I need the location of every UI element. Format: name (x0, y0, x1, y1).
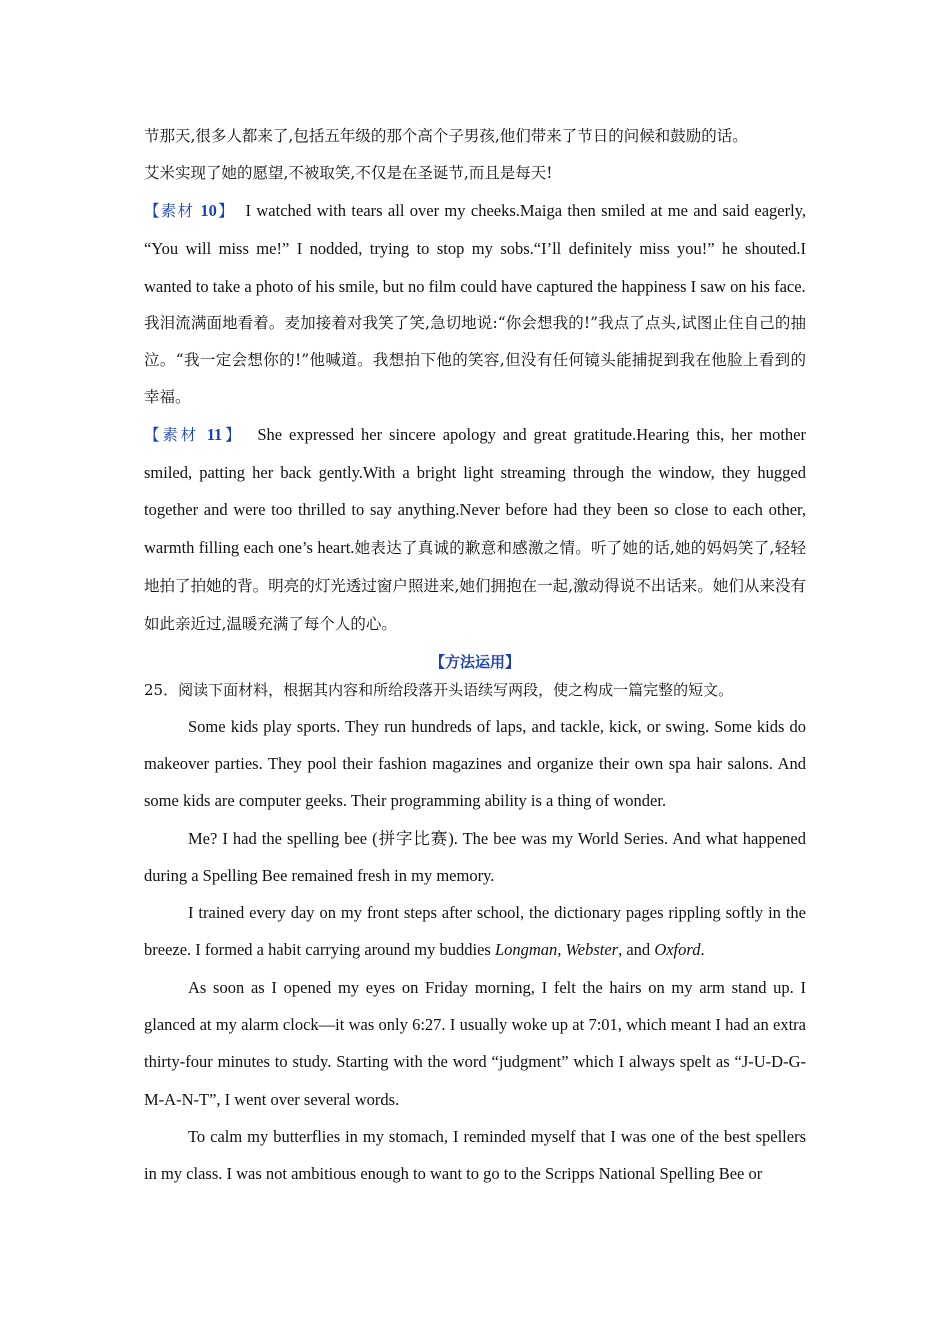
section-heading: 【方法运用】 (429, 652, 520, 671)
material-10-english (144, 192, 806, 305)
question-prompt: 25．阅读下面材料，根据其内容和所给段落开头语续写两段，使之构成一篇完整的短文。 (144, 680, 734, 699)
document-page (144, 118, 806, 1193)
story-paragraph-2: Me? I had the spelling bee (拼字比赛). The bee was my World Series. And what happened during a Spelling Bee remained fresh in my memory. (144, 828, 806, 885)
material-11-chinese: 她表达了真诚的歉意和感激之情。听了她的话,她的妈妈笑了,轻轻地拍了拍她的背。明亮的灯光透过窗户照进来,她们拥抱在一起,激动得说不出话来。她们从来没有如此亲近过,温暖充满了每个人的心。 (144, 538, 806, 634)
material-10-tag: 【素材 10】 (144, 201, 235, 220)
story-paragraph-5: To calm my butterflies in my stomach, I reminded myself that I was one of the best spellers in my class. I was not ambitious enough to want to go to the Scripps National Spelling Bee or (144, 1126, 806, 1184)
story-paragraph-3: I trained every day on my front steps after school, the dictionary pages rippling softly in the breeze. I formed a habit carrying around my buddies Longman, Webster, and Oxford. (144, 903, 806, 960)
material-11-english (144, 416, 806, 644)
material-11-text: She expressed her sincere apology and great gratitude.Hearing this, her mother smiled, patting her back gently.With a bright light streaming through the window, they hugged together and were too thrilled to say anything.Never before had they been so close to each other, warmth filling each one’s heart. (144, 424, 806, 557)
book-name: Oxford (654, 940, 701, 960)
story-paragraph-4: As soon as I opened my eyes on Friday morning, I felt the hairs on my arm stand up. I glanced at my alarm clock—it was only 6:27. I usually woke up at 7:01, which meant I had an extra thirty-four minutes to study. Starting with the word “judgment” which I always spelt as “J-U-D-G-M-A-N-T”, I went over several words. (144, 977, 806, 1109)
material-10-text: I watched with tears all over my cheeks.Maiga then smiled at me and said eagerly, “You will miss me!” I nodded, trying to stop my sobs.“I’ll definitely miss you!” he shouted.I wanted to take a photo of his smile, but no film could have captured the happiness I saw on his face. (144, 201, 806, 296)
chinese-paragraph: 节那天,很多人都来了,包括五年级的那个高个子男孩,他们带来了节日的问候和鼓励的话。 (144, 127, 748, 145)
material-10-chinese: 我泪流满面地看着。麦加接着对我笑了笑,急切地说:“你会想我的!”我点了点头,试图止住自己的抽泣。“我一定会想你的!”他喊道。我想拍下他的笑容,但没有任何镜头能捕捉到我在他脸上看到的幸福。 (144, 313, 806, 406)
material-11-tag: 【素材 11】 (144, 424, 244, 444)
book-names: Longman, Webster (494, 940, 619, 960)
story-paragraph-1: Some kids play sports. They run hundreds of laps, and tackle, kick, or swing. Some kids do makeover parties. They pool their fashion magazines and organize their own spa hair salons. And some kids are computer geeks. Their programming ability is a thing of wonder. (144, 716, 806, 811)
chinese-paragraph: 艾米实现了她的愿望,不被取笑,不仅是在圣诞节,而且是每天! (144, 164, 553, 182)
